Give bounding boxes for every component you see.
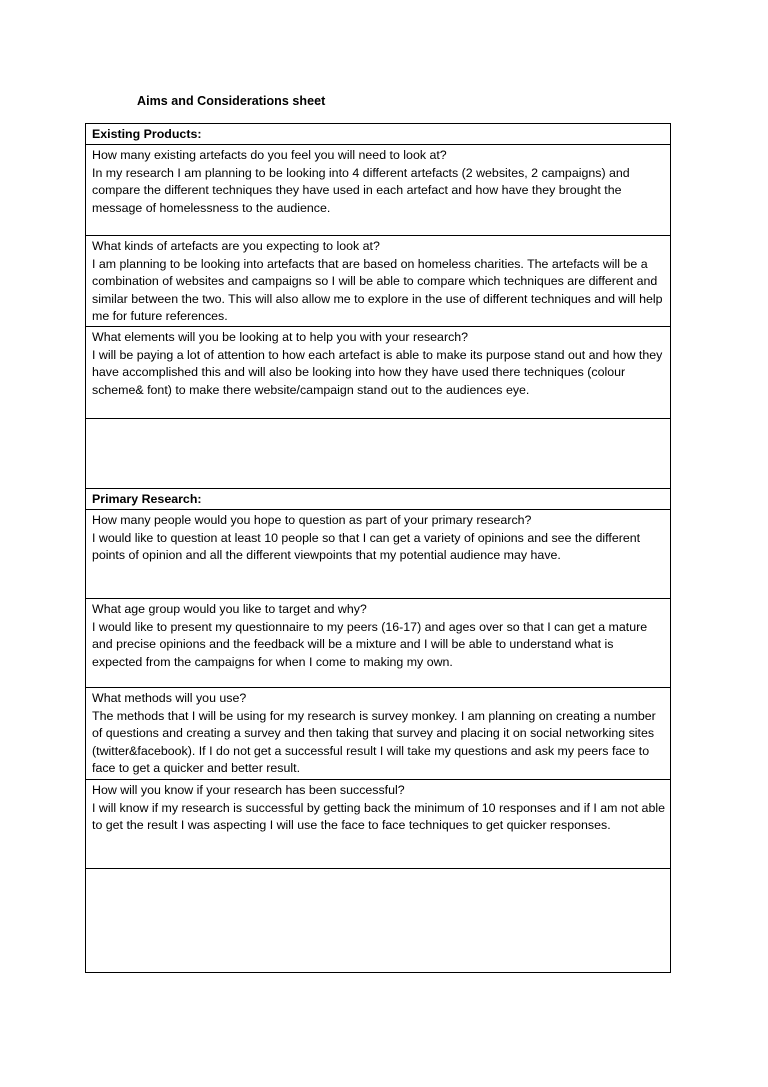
question-text: What kinds of artefacts are you expecting to look at? (92, 239, 380, 253)
question-text: What elements will you be looking at to help you with your research? (92, 329, 469, 344)
question-text: How will you know if your research has been successful? (92, 782, 405, 797)
question-cell[interactable] (86, 145, 671, 236)
answer-text: I will be paying a lot of attention to how each artefact is able to make its purpose stand out and how they have accomplished this and will also be looking into how they have used there techniques (colour scheme& font) to make there website/campaign stand out to the audiences eye. (92, 347, 663, 397)
aims-considerations-table (85, 123, 671, 973)
section-header-row (86, 124, 671, 145)
table-row (86, 236, 671, 327)
question-text: What methods will you use? (92, 690, 247, 705)
answer-text: In my research I am planning to be looking into 4 different artefacts (2 websites, 2 campaigns) and compare the different techniques they have used in each artefact and how have they brought the message of homelessness to the audience. (92, 165, 630, 215)
table-row (86, 779, 671, 868)
answer-text: The methods that I will be using for my research is survey monkey. I am planning on creating a number of questions and creating a survey and then taking that survey and placing it on social networking sites (twitter&facebook). If I do not get a successful result I will take my questions and ask my peers face to face to get a quicker and better result. (92, 708, 656, 776)
table-row (86, 509, 671, 598)
section-header-existing-products (86, 124, 671, 145)
section-header-primary-research (86, 488, 671, 509)
answer-text: I will know if my research is successful by getting back the minimum of 10 responses and if I am not able to get the result I was aspecting I will use the face to face techniques to get quicker responses. (92, 800, 665, 833)
answer-text: I am planning to be looking into artefacts that are based on homeless charities. The artefacts will be a combination of websites and campaigns so I will be able to compare which techniques are different and similar between the two. This will also allow me to explore in the use of different techniques and will help me for future references. (92, 256, 663, 324)
table-row (86, 145, 671, 236)
question-cell[interactable] (86, 598, 671, 687)
empty-answer-cell[interactable] (86, 418, 671, 488)
question-cell[interactable] (86, 509, 671, 598)
table-row-empty (86, 418, 671, 488)
question-text: How many existing artefacts do you feel you will need to look at? (92, 148, 447, 162)
table-row (86, 598, 671, 687)
table-row (86, 687, 671, 779)
section-header-label: Existing Products: (92, 127, 202, 141)
question-cell[interactable] (86, 687, 671, 779)
section-header-label: Primary Research: (92, 491, 202, 506)
table-row (86, 326, 671, 418)
answer-text: I would like to present my questionnaire to my peers (16-17) and ages over so that I can get a mature and precise opinions and the feedback will be a mixture and I will be able to understand what is expected from the campaigns for when I come to making my own. (92, 619, 648, 669)
table-row-empty (86, 868, 671, 972)
answer-text: I would like to question at least 10 people so that I can get a variety of opinions and see the different points of opinion and all the different viewpoints that my potential audience may have. (92, 530, 641, 563)
question-cell[interactable] (86, 236, 671, 327)
question-text: How many people would you hope to question as part of your primary research? (92, 512, 532, 527)
page-title: Aims and Considerations sheet (137, 94, 326, 108)
question-text: What age group would you like to target and why? (92, 601, 367, 616)
question-cell[interactable] (86, 326, 671, 418)
empty-answer-cell[interactable] (86, 868, 671, 972)
section-header-row (86, 488, 671, 509)
question-cell[interactable] (86, 779, 671, 868)
